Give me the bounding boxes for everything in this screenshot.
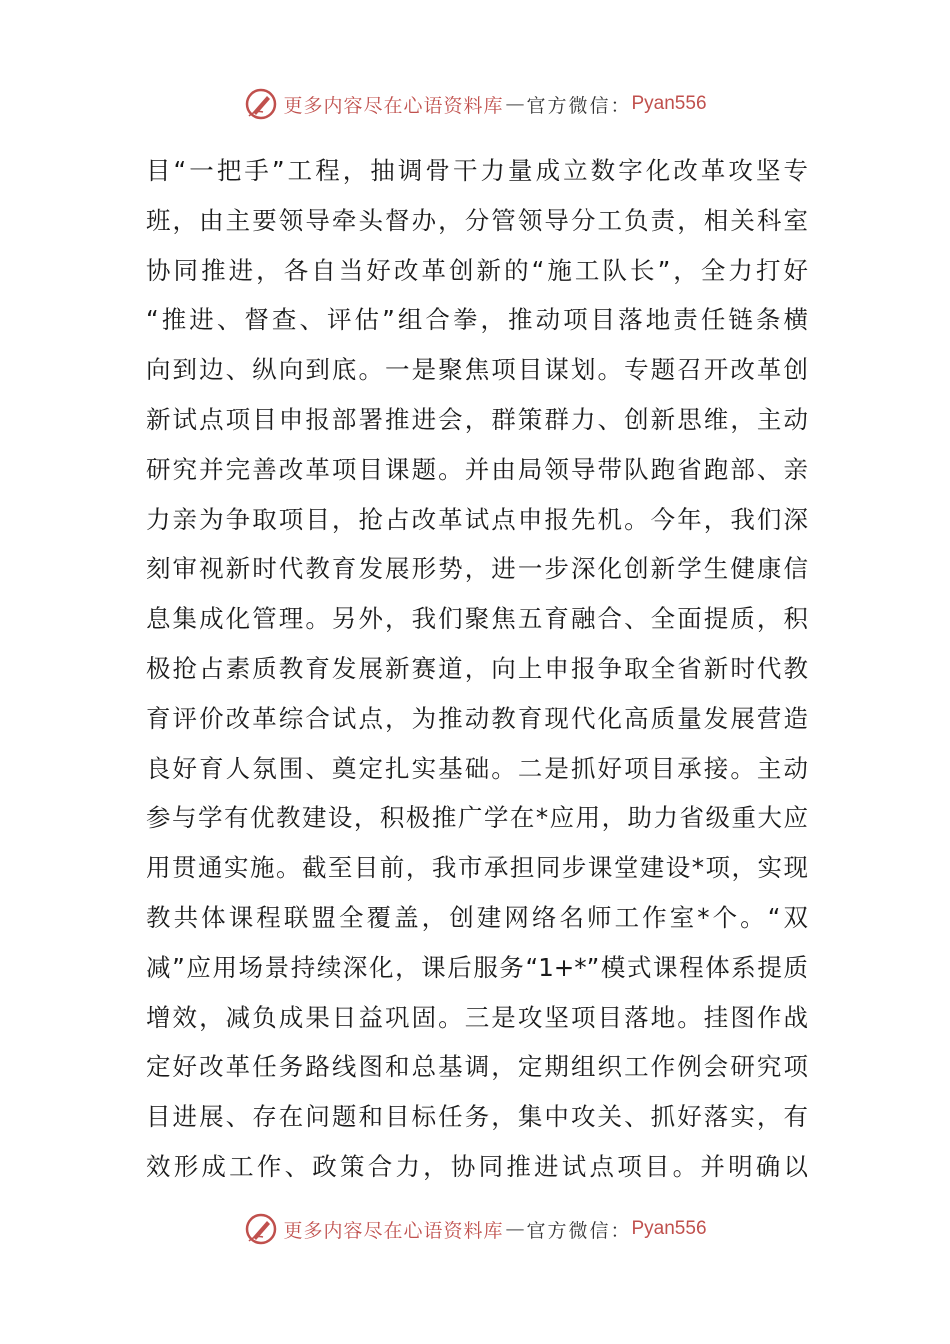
wechat-label: 官方微信： xyxy=(526,1219,632,1242)
separator: — xyxy=(505,1218,525,1240)
text-line: 参与学有优教建设，积极推广学在*应用，助力省级重大应 xyxy=(146,803,808,833)
text-line: 用贯通实施。截至目前，我市承担同步课堂建设*项，实现 xyxy=(146,853,808,883)
text-line: “推进、督查、评估”组合拳，推动项目落地责任链条横 xyxy=(146,305,808,335)
text-line: 新试点项目申报部署推进会，群策群力、创新思维，主动 xyxy=(146,404,808,434)
text-line: 向到边、纵向到底。一是聚焦项目谋划。专题召开改革创 xyxy=(146,355,808,385)
pen-circle-logo-icon xyxy=(243,86,279,122)
text-line: 教共体课程联盟全覆盖，创建网络名师工作室*个。“双 xyxy=(146,902,808,932)
wechat-id: Pyan556 xyxy=(631,1218,707,1239)
wechat-label: 官方微信： xyxy=(526,94,632,117)
text-line: 息集成化管理。另外，我们聚焦五育融合、全面提质，积 xyxy=(146,604,808,634)
text-line: 效形成工作、政策合力，协同推进试点项目。并明确以 xyxy=(146,1151,808,1181)
document-body xyxy=(146,146,808,1192)
text-line: 定好改革任务路线图和总基调，定期组织工作例会研究项 xyxy=(146,1052,808,1082)
text-line: 协同推进，各自当好改革创新的“施工队长”，全力打好 xyxy=(146,255,808,285)
brand-text: 更多内容尽在心语资料库 xyxy=(283,1219,504,1242)
text-line: 目进展、存在问题和目标任务，集中攻关、抓好落实，有 xyxy=(146,1102,808,1132)
text-line: 减”应用场景持续深化，课后服务“1+*”模式课程体系提质 xyxy=(146,952,808,982)
text-line: 育评价改革综合试点，为推动教育现代化高质量发展营造 xyxy=(146,703,808,733)
wechat-id: Pyan556 xyxy=(631,93,707,114)
text-line: 力亲为争取项目，抢占改革试点申报先机。今年，我们深 xyxy=(146,504,808,534)
separator: — xyxy=(505,93,525,115)
text-line: 班，由主要领导牵头督办，分管领导分工负责，相关科室 xyxy=(146,205,808,235)
text-line: 研究并完善改革项目课题。并由局领导带队跑省跑部、亲 xyxy=(146,454,808,484)
pen-circle-logo-icon xyxy=(243,1211,279,1247)
text-line: 增效，减负成果日益巩固。三是攻坚项目落地。挂图作战 xyxy=(146,1002,808,1032)
text-line: 刻审视新时代教育发展形势，进一步深化创新学生健康信 xyxy=(146,554,808,584)
text-line: 极抢占素质教育发展新赛道，向上申报争取全省新时代教 xyxy=(146,653,808,683)
header-banner xyxy=(0,84,950,124)
footer-banner xyxy=(0,1209,950,1249)
text-line: 目“一把手”工程，抽调骨干力量成立数字化改革攻坚专 xyxy=(146,156,808,185)
text-line: 良好育人氛围、奠定扎实基础。二是抓好项目承接。主动 xyxy=(146,753,808,783)
brand-text: 更多内容尽在心语资料库 xyxy=(283,94,504,117)
